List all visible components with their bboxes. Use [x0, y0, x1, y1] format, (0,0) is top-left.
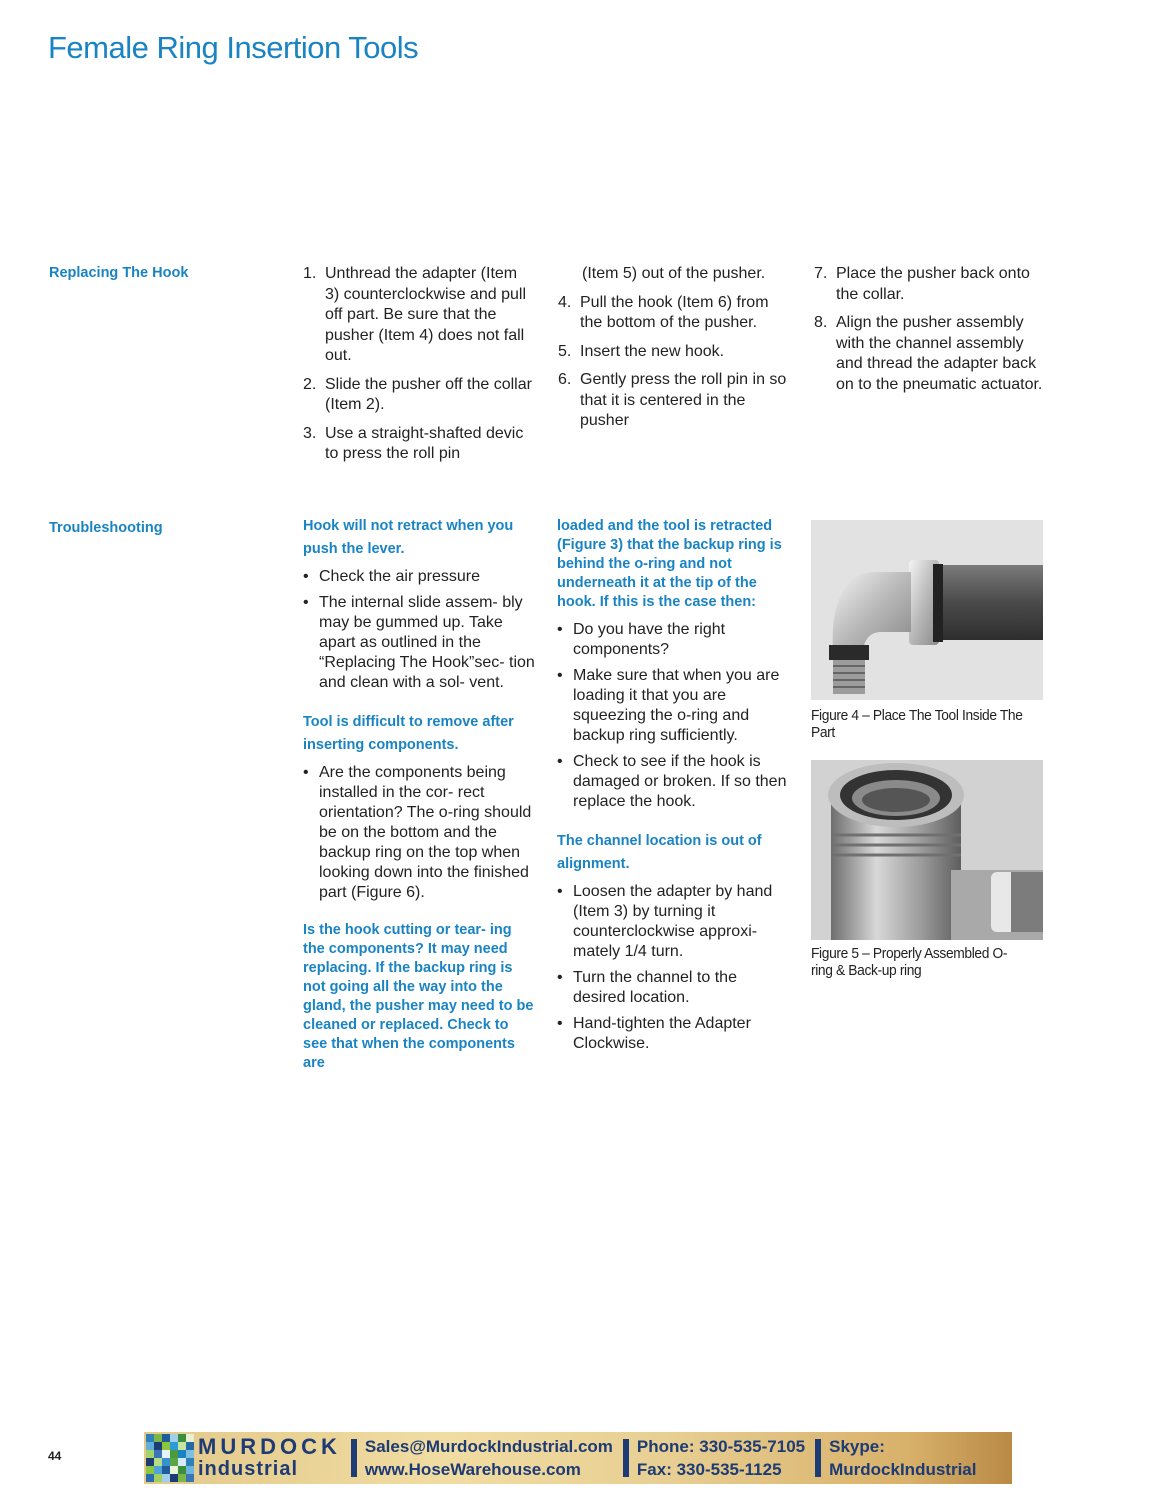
- step-number: 6.: [558, 371, 572, 388]
- step-item: [303, 424, 535, 465]
- murdock-logo-mosaic-icon: [146, 1434, 194, 1482]
- bullet-item: [557, 620, 789, 660]
- bullet-text: Loosen the adapter by hand (Item 3) by turning it counterclockwise approxi- mately 1/4 turn.: [573, 883, 773, 960]
- step-text: Use a straight-shafted devic to press the roll pin: [325, 424, 524, 462]
- bullet-item: [303, 567, 535, 587]
- bullet-glyph: •: [303, 594, 309, 611]
- step-item: [303, 375, 535, 416]
- page-number: 44: [48, 1449, 62, 1463]
- step-text: Align the pusher assembly with the channel assembly and thread the adapter back on to the pneumatic actuator.: [836, 314, 1043, 393]
- divider: [623, 1439, 629, 1477]
- figure-4-caption: Figure 4 – Place The Tool Inside The Part: [811, 707, 1023, 741]
- step-text: Place the pusher back onto the collar.: [836, 265, 1030, 303]
- step-number: 8.: [814, 314, 828, 331]
- footer-banner: [144, 1432, 1012, 1484]
- replace-steps-col2: [558, 264, 790, 440]
- bullet-item: [557, 752, 789, 812]
- divider: [815, 1439, 821, 1477]
- bullet-glyph: •: [557, 883, 563, 900]
- skype-name: MurdockIndustrial: [829, 1460, 977, 1479]
- bullet-text: Hand-tighten the Adapter Clockwise.: [573, 1015, 751, 1052]
- troubleshooting-col1: [303, 515, 535, 1079]
- question-heading: Is the hook cutting or tear- ing the components? It may need replacing. If the backup ring is not going all the way into the gland, the pusher may need to be cleaned or replaced. Check to see that when the components are: [303, 922, 534, 1071]
- bullet-glyph: •: [557, 667, 563, 684]
- brand-top: MURDOCK: [198, 1434, 341, 1459]
- step-text: Unthread the adapter (Item 3) counterclockwise and pull off part. Be sure that the pusher (Item 4) does not fall out.: [325, 265, 526, 364]
- figure-4-photo: [811, 520, 1043, 700]
- website-link[interactable]: www.HoseWarehouse.com: [364, 1460, 581, 1479]
- bullet-glyph: •: [557, 621, 563, 638]
- step-item: [814, 313, 1050, 395]
- bullet-item: [303, 763, 535, 903]
- bullet-item: [557, 666, 789, 746]
- question-heading-continued: loaded and the tool is retracted (Figure 3) that the backup ring is behind the o-ring and not underneath it at the tip of the hook. If this is the case then:: [557, 518, 782, 610]
- question-heading: Hook will not retract when you push the lever.: [303, 518, 514, 557]
- bullet-text: Turn the channel to the desired location.: [573, 969, 737, 1006]
- question-heading: The channel location is out of alignment.: [557, 833, 762, 872]
- bullet-item: [557, 882, 789, 962]
- section-heading-replacing-hook: Replacing The Hook: [49, 265, 189, 281]
- tool-in-part-illustration: [811, 520, 1043, 700]
- bullet-item: [557, 968, 789, 1008]
- step-text: Pull the hook (Item 6) from the bottom of the pusher.: [580, 293, 769, 331]
- skype-label: Skype:: [829, 1437, 885, 1456]
- step-number: 5.: [558, 342, 572, 360]
- step-number: 3.: [303, 424, 317, 442]
- bullet-text: Check to see if the hook is damaged or broken. If so then replace the hook.: [573, 753, 787, 810]
- phone-number: Phone: 330-535-7105: [636, 1437, 806, 1456]
- step-number: 2.: [303, 375, 317, 393]
- bullet-item: [303, 593, 535, 693]
- bullet-text: The internal slide assem- bly may be gummed up. Take apart as outlined in the “Replacing The Hook”sec- tion and clean with a sol- vent.: [319, 594, 535, 691]
- bullet-glyph: •: [303, 764, 309, 781]
- bullet-glyph: •: [557, 753, 563, 770]
- step-continuation: (Item 5) out of the pusher.: [582, 265, 766, 282]
- troubleshooting-col2: [557, 517, 789, 1060]
- bullet-text: Make sure that when you are loading it that you are squeezing the o-ring and backup ring sufficiently.: [573, 667, 780, 744]
- step-text: Gently press the roll pin in so that it is centered in the pusher: [580, 371, 787, 429]
- bullet-glyph: •: [557, 1015, 563, 1032]
- fax-number: Fax: 330-535-1125: [636, 1460, 782, 1479]
- question-heading: Tool is difficult to remove after inserting components.: [303, 714, 514, 753]
- step-item: [558, 293, 790, 334]
- step-number: 1.: [303, 265, 317, 282]
- page-title: Female Ring Insertion Tools: [48, 30, 419, 65]
- step-item: [558, 370, 790, 432]
- brand-bottom: industrial: [198, 1458, 299, 1480]
- phone-fax-block: [637, 1435, 805, 1481]
- step-number: 7.: [814, 265, 828, 282]
- bullet-glyph: •: [557, 969, 563, 986]
- bullet-glyph: •: [303, 568, 309, 585]
- section-heading-troubleshooting: Troubleshooting: [49, 520, 163, 536]
- assembled-oring-illustration: [811, 760, 1043, 940]
- step-item: [558, 342, 790, 363]
- step-number: 4.: [558, 293, 572, 311]
- replace-steps-col1: [303, 264, 535, 473]
- bullet-text: Are the components being installed in the cor- rect orientation? The o-ring should be on the bottom and the backup ring on the top when looking down into the finished part (Figure 6).: [319, 764, 532, 901]
- step-text: Insert the new hook.: [580, 342, 725, 360]
- bullet-text: Do you have the right components?: [573, 621, 726, 658]
- step-item: [303, 264, 535, 367]
- email-link[interactable]: Sales@MurdockIndustrial.com: [364, 1437, 613, 1456]
- figure-5-caption: Figure 5 – Properly Assembled O-ring & Back-up ring: [811, 945, 1008, 979]
- divider: [351, 1439, 357, 1477]
- replace-steps-col3: [814, 264, 1050, 403]
- step-text: Slide the pusher off the collar (Item 2).: [325, 375, 532, 413]
- bullet-item: [557, 1014, 789, 1054]
- skype-block: [829, 1435, 976, 1481]
- brand-name: [198, 1436, 341, 1480]
- bullet-text: Check the air pressure: [319, 568, 480, 585]
- email-website-block: [365, 1435, 613, 1481]
- figure-5-photo: [811, 760, 1043, 940]
- step-item: [814, 264, 1050, 305]
